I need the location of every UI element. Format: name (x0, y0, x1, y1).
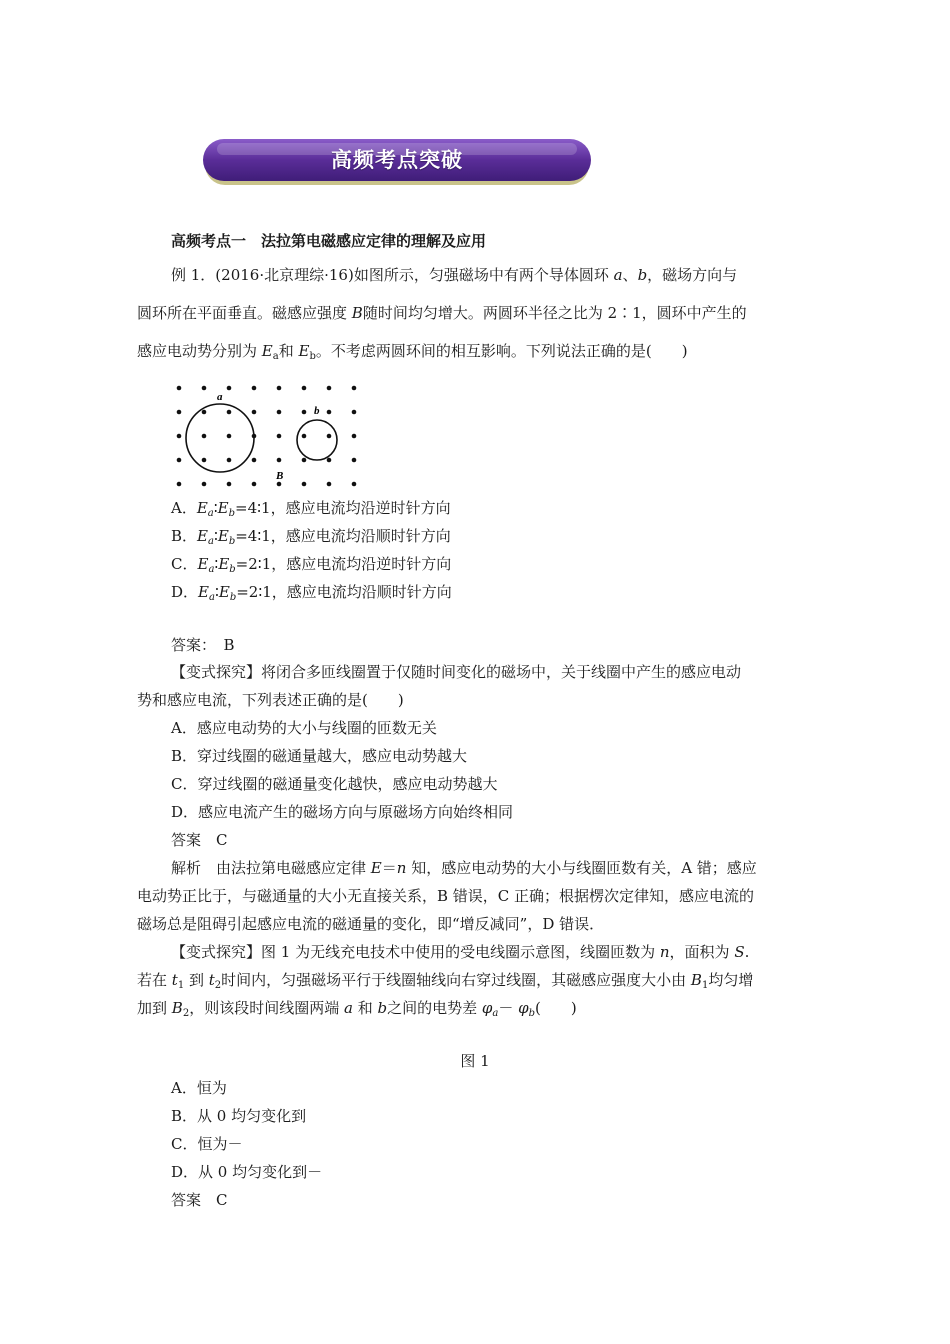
example1-line3: 感应电动势分别为 $E_a$和 $E_b$。不考虑两圆环间的相互影响。下列说法正确的是( ) (137, 342, 688, 362)
field-dot (277, 482, 282, 487)
field-dot (227, 482, 232, 487)
field-dot (202, 386, 207, 391)
field-dot (277, 458, 282, 463)
field-dot (352, 386, 357, 391)
section-heading: 高频考点一 法拉第电磁感应定律的理解及应用 (171, 232, 487, 250)
example1-option-d: D．$E_a∶E_b=2∶1$，感应电流均沿顺时针方向 (171, 583, 452, 603)
field-dot (252, 410, 257, 415)
field-dot (252, 482, 257, 487)
example1-line1: 例 1．(2016·北京理综·16)如图所示，匀强磁场中有两个导体圆环 a、b，磁场方向与 (171, 266, 738, 284)
field-dots (177, 386, 357, 487)
field-dot (227, 410, 232, 415)
variant2-option-c: C．恒为－ (171, 1135, 243, 1153)
variant2-option-a: A．恒为 (171, 1079, 227, 1097)
field-dot (327, 458, 332, 463)
field-dot (302, 482, 307, 487)
ring-a (186, 404, 254, 472)
ring-b (297, 420, 337, 460)
field-dot (227, 458, 232, 463)
field-dot (352, 410, 357, 415)
field-dot (277, 386, 282, 391)
variant1-option-d: D．感应电流产生的磁场方向与原磁场方向始终相同 (171, 803, 514, 821)
section-banner (203, 139, 591, 186)
magnetic-field-figure (172, 380, 362, 488)
example1-line2: 圆环所在平面垂直。磁感应强度 B随时间均匀增大。两圆环半径之比为 2∶1，圆环中产生的 (137, 304, 747, 322)
field-dot (252, 386, 257, 391)
variant1-option-b: B．穿过线圈的磁通量越大，感应电动势越大 (171, 747, 468, 765)
variant2-line2: 若在 $t_1$ 到 $t_2$时间内，匀强磁场平行于线圈轴线向右穿过线圈，其磁感应强度大小由 $B_1$均匀增 (137, 971, 754, 991)
variant2-answer: 答案 C (171, 1191, 228, 1209)
field-dot (327, 386, 332, 391)
field-dot (252, 458, 257, 463)
variant1-analysis-line2: 电动势正比于，与磁通量的大小无直接关系，B 错误，C 正确；根据楞次定律知，感应电流的 (137, 887, 755, 905)
variant2-option-b: B．从 0 均匀变化到 (171, 1107, 307, 1125)
field-dot (352, 434, 357, 439)
field-dot (327, 434, 332, 439)
example1-option-b: B．$E_a∶E_b=4∶1$，感应电流均沿顺时针方向 (171, 527, 451, 547)
field-dot (177, 386, 182, 391)
field-dot (227, 386, 232, 391)
field-dot (327, 482, 332, 487)
field-dot (202, 410, 207, 415)
field-dot (302, 434, 307, 439)
variant1-answer: 答案 C (171, 831, 228, 849)
field-dot (227, 434, 232, 439)
field-dot (177, 434, 182, 439)
figure1-caption: 图 1 (460, 1052, 490, 1070)
field-dot (277, 434, 282, 439)
field-dot (177, 458, 182, 463)
variant1-option-c: C．穿过线圈的磁通量变化越快，感应电动势越大 (171, 775, 498, 793)
example1-answer: 答案： B (171, 636, 235, 654)
field-dot (352, 458, 357, 463)
field-dot (177, 482, 182, 487)
variant2-option-d: D．从 0 均匀变化到－ (171, 1163, 323, 1181)
field-dot (302, 458, 307, 463)
field-dot (352, 482, 357, 487)
field-dot (177, 410, 182, 415)
field-dot (327, 410, 332, 415)
label-b: b (314, 405, 320, 417)
variant1-option-a: A．感应电动势的大小与线圈的匝数无关 (171, 719, 437, 737)
banner-title: 高频考点突破 (331, 148, 463, 172)
variant2-line1: 【变式探究】图 1 为无线充电技术中使用的受电线圈示意图，线圈匝数为 n，面积为 S. (171, 943, 750, 961)
variant1-line2: 势和感应电流，下列表述正确的是( ) (137, 691, 404, 709)
variant1-line1: 【变式探究】将闭合多匝线圈置于仅随时间变化的磁场中，关于线圈中产生的感应电动 (171, 663, 742, 681)
field-dot (302, 386, 307, 391)
field-dot (202, 458, 207, 463)
example1-option-a: A．$E_a∶E_b=4∶1$，感应电流均沿逆时针方向 (171, 499, 451, 519)
label-a: a (217, 391, 223, 403)
label-B: B (276, 470, 284, 482)
field-dot (277, 410, 282, 415)
field-dot (202, 482, 207, 487)
variant1-analysis-line1: 解析 由法拉第电磁感应定律 E＝n 知，感应电动势的大小与线圈匝数有关，A 错；感应 (171, 859, 757, 877)
field-dot (302, 410, 307, 415)
variant2-line3: 加到 $B_2$，则该段时间线圈两端 a 和 b之间的电势差 $\varphi_a- \varphi_b$( ) (137, 999, 577, 1019)
variant1-analysis-line3: 磁场总是阻碍引起感应电流的磁通量的变化，即“增反减同”，D 错误． (137, 915, 605, 933)
example1-option-c: C．$E_a∶E_b=2∶1$，感应电流均沿逆时针方向 (171, 555, 452, 575)
field-dot (202, 434, 207, 439)
